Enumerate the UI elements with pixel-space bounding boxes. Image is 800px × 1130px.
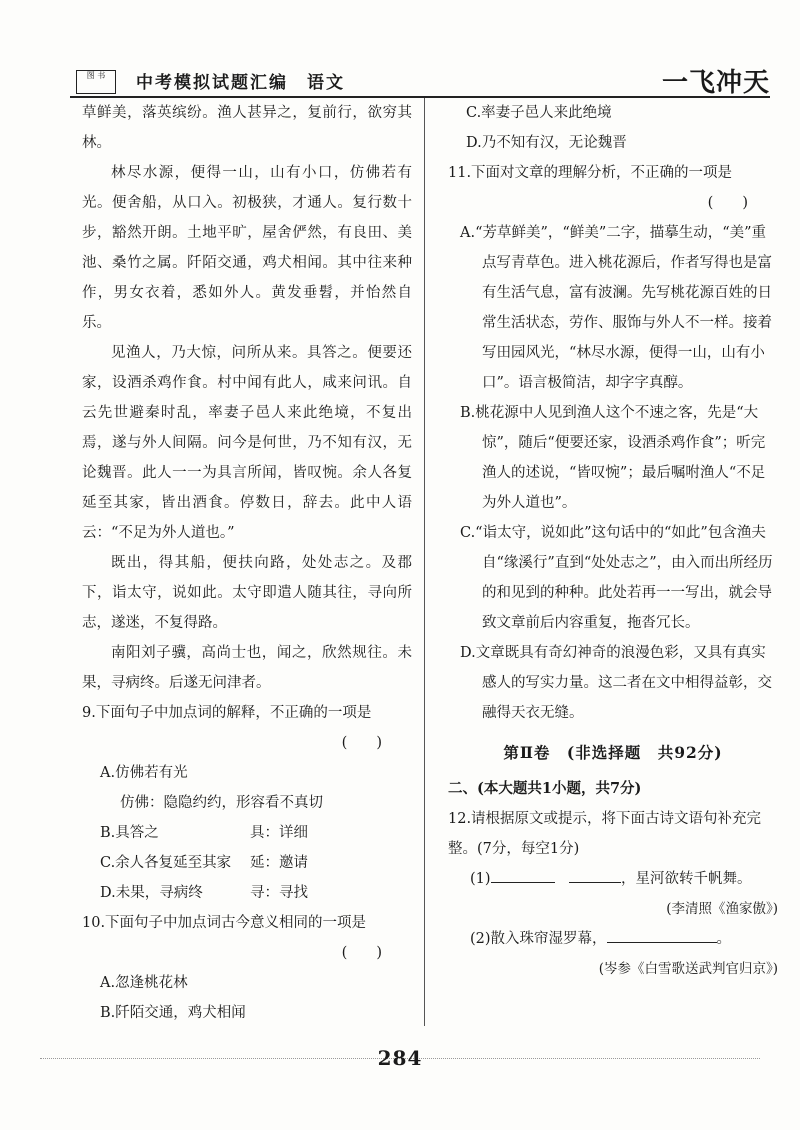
page-header: [70, 62, 770, 96]
q9-option-a-note: 仿佛：隐隐约约，形容看不真切: [120, 795, 323, 811]
q9-option-c-note: 延：邀请: [250, 855, 308, 871]
brand-title: 一飞冲天: [661, 68, 770, 98]
q9-option-d: [100, 878, 412, 908]
q9-option-c: [100, 848, 412, 878]
answer-paren-9: ( ): [341, 735, 382, 751]
q9-option-d-text: D.未果，寻病终: [100, 885, 203, 901]
answer-paren-10: ( ): [341, 945, 382, 961]
q12-item-1-prefix: (1): [470, 871, 491, 887]
question-12: 12.请根据原文或提示，将下面古诗文语句补充完整。(7分，每空1分): [448, 811, 762, 857]
q10-option-c: C.率妻子邑人来此绝境: [466, 105, 612, 121]
q12-blank-1a[interactable]: [491, 882, 555, 883]
q12-item-1-source: (李清照《渔家傲》): [666, 901, 778, 917]
series-logo: 图 书: [76, 70, 116, 94]
q12-item-2-source: (岑参《白雪歌送武判官归京》): [598, 961, 778, 977]
q12-item-1: [470, 864, 778, 894]
passage-paragraph-3: 见渔人，乃大惊，问所从来。具答之。便要还家，设酒杀鸡作食。村中闻有此人，咸来问讯。自云先世避秦时乱，率妻子邑人来此绝境，不复出焉，遂与外人间隔。问今是何世，乃不知有汉，无论魏晋。此人一一为具言所闻，皆叹惋。余人各复延至其家，皆出酒食。停数日，辞去。此中人语云：“不足为外人道也。”: [82, 345, 412, 541]
q10-option-a: A.忽逢桃花林: [100, 975, 188, 991]
q9-option-b-note: 具：详细: [250, 825, 308, 841]
passage-paragraph-4: 既出，得其船，便扶向路，处处志之。及郡下，诣太守，说如此。太守即遣人随其往，寻向所志，遂迷，不复得路。: [82, 555, 412, 631]
subsection-heading: 二、(本大题共1小题，共7分): [448, 780, 642, 797]
q10-option-d: D.乃不知有汉，无论魏晋: [466, 135, 627, 151]
column-divider: [424, 98, 425, 1026]
header-title: 中考模拟试题汇编 语文: [136, 73, 345, 93]
answer-paren-11: ( ): [707, 195, 748, 211]
page-number: 284: [377, 1046, 423, 1070]
question-10: 10.下面句子中加点词古今意义相同的一项是: [82, 915, 367, 931]
q9-option-d-note: 寻：寻找: [250, 885, 308, 901]
q12-item-2: [470, 924, 778, 954]
passage-paragraph-1: 草鲜美，落英缤纷。渔人甚异之，复前行，欲穷其林。: [82, 105, 412, 151]
q11-option-a: A.“芳草鲜美”，“鲜美”二字，描摹生动，“美”重点写青草色。进入桃花源后，作者写得也是富有生活气息，富有波澜。先写桃花源百姓的日常生活状态，劳作、服饰与外人不一样。接着写田园风光，“林尽水源，便得一山，山有小口”。语言极简洁，却字字真醇。: [460, 225, 772, 391]
left-column: [82, 98, 412, 1028]
q12-blank-1b[interactable]: [569, 882, 621, 883]
q12-item-2-end: 。: [716, 931, 732, 947]
question-9: 9.下面句子中加点词的解释，不正确的一项是: [82, 705, 372, 721]
q9-option-b-text: B.具答之: [100, 825, 159, 841]
question-11: 11.下面对文章的理解分析，不正确的一项是: [448, 165, 733, 181]
q9-option-c-text: C.余人各复延至其家: [100, 855, 232, 871]
q9-option-b: [100, 818, 412, 848]
q10-option-b: B.阡陌交通，鸡犬相闻: [100, 1005, 246, 1021]
q11-option-d: D.文章既具有奇幻神奇的浪漫色彩，又具有真实感人的写实力量。这二者在文中相得益彰，交融得天衣无缝。: [460, 645, 772, 721]
q12-item-1-suffix: ，星河欲转千帆舞。: [621, 871, 752, 887]
q12-blank-2[interactable]: [607, 942, 717, 943]
q12-item-2-text: (2)散入珠帘湿罗幕，: [470, 931, 607, 947]
section-title: 第Ⅱ卷 (非选择题 共92分): [503, 743, 723, 762]
q9-option-a: A.仿佛若有光: [100, 765, 188, 781]
passage-paragraph-2: 林尽水源，便得一山，山有小口，仿佛若有光。便舍船，从口入。初极狭，才通人。复行数十步，豁然开朗。土地平旷，屋舍俨然，有良田、美池、桑竹之属。阡陌交通，鸡犬相闻。其中往来种作，男女衣着，悉如外人。黄发垂髫，并怡然自乐。: [82, 165, 412, 331]
q11-option-b: B.桃花源中人见到渔人这个不速之客，先是“大惊”，随后“便要还家，设酒杀鸡作食”；听完渔人的述说，“皆叹惋”；最后嘱咐渔人“不足为外人道也”。: [460, 405, 766, 511]
right-column: [448, 98, 778, 984]
passage-paragraph-5: 南阳刘子骥，高尚士也，闻之，欣然规往。未果，寻病终。后遂无问津者。: [82, 645, 412, 691]
q11-option-c: C.“诣太守，说如此”这句话中的“如此”包含渔夫自“缘溪行”直到“处处志之”，由入而出所经历的和见到的种种。此处若再一一写出，就会导致文章前后内容重复，拖沓冗长。: [460, 525, 773, 631]
